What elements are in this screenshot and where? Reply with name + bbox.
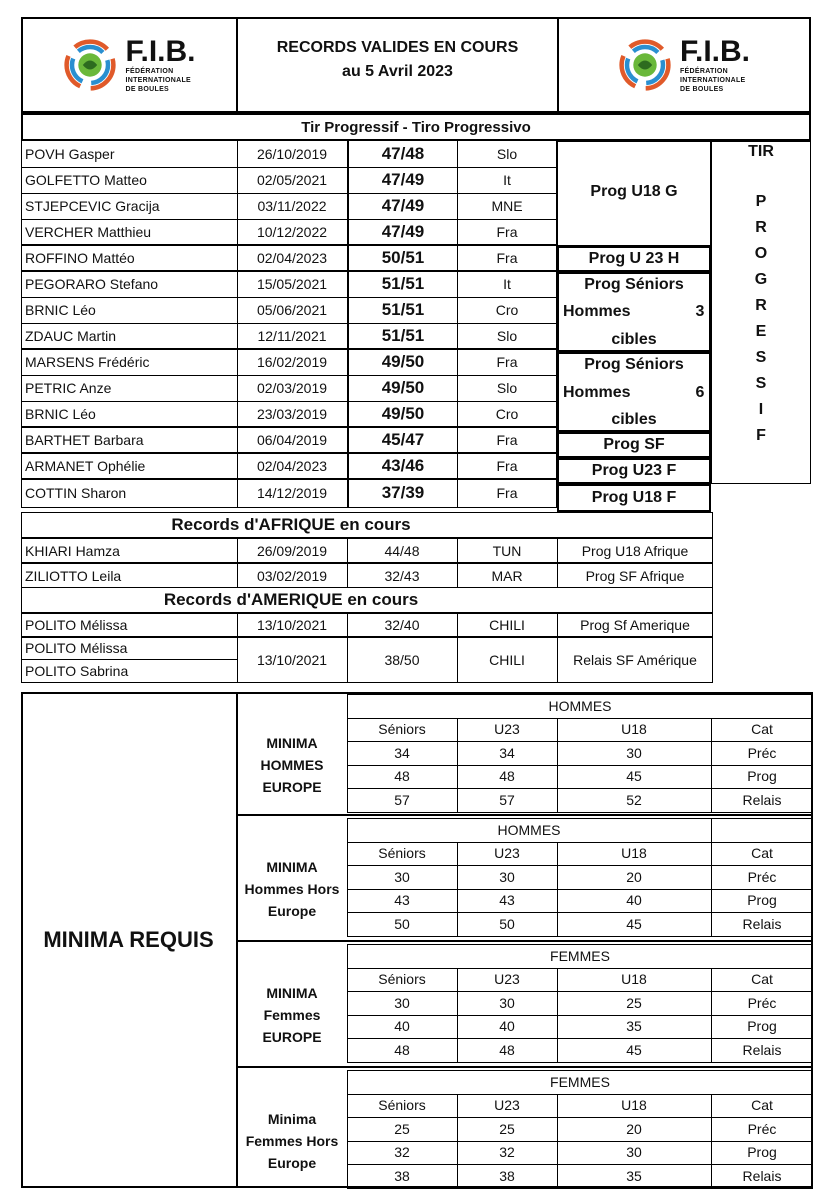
vertical-letter: S — [755, 349, 767, 366]
record-score: 37/39 — [381, 483, 425, 502]
record-country: MAR — [491, 567, 523, 584]
athlete-name: BRNIC Léo — [25, 406, 96, 422]
category-label: 6 — [695, 384, 705, 401]
athlete-name: POLITO Mélissa — [25, 640, 128, 656]
category-label: Prog U18 F — [591, 489, 677, 506]
record-date: 02/04/2023 — [256, 250, 328, 266]
minima-col-header: U23 — [494, 721, 520, 738]
vertical-letter: E — [755, 323, 767, 340]
vertical-letter: F — [756, 427, 766, 444]
minima-value: 34 — [499, 744, 515, 761]
category-label: Hommes — [563, 303, 631, 320]
record-score: 47/49 — [381, 222, 425, 241]
record-category: Prog SF Afrique — [585, 567, 685, 584]
minima-group: HOMMES — [548, 697, 612, 714]
category-label: Hommes — [563, 384, 631, 401]
minima-col-header: U18 — [621, 845, 647, 862]
record-score: 45/47 — [381, 430, 425, 449]
minima-value: Préc — [747, 744, 777, 761]
record-score: 49/50 — [381, 404, 425, 423]
minima-value: Prog — [747, 768, 777, 785]
minima-col-header: U23 — [494, 1097, 520, 1114]
minima-value: 48 — [499, 1041, 515, 1058]
record-score: 51/51 — [381, 274, 425, 293]
record-country: Cro — [495, 302, 519, 318]
record-score: 43/46 — [381, 456, 425, 475]
record-date: 16/02/2019 — [256, 354, 328, 370]
record-country: Fra — [496, 224, 518, 240]
record-score: 32/40 — [384, 617, 420, 633]
athlete-name: MARSENS Frédéric — [25, 354, 150, 370]
minima-value: 38 — [394, 1167, 410, 1184]
minima-col-header: Cat — [751, 721, 773, 738]
record-score: 51/51 — [381, 326, 425, 345]
vertical-label — [711, 141, 811, 484]
minima-block-label — [238, 1094, 346, 1188]
vertical-letter: O — [754, 245, 768, 262]
record-date: 12/11/2021 — [257, 328, 327, 344]
minima-value: Relais — [742, 915, 782, 932]
minima-group: FEMMES — [550, 947, 610, 964]
athlete-name: VERCHER Matthieu — [25, 224, 152, 240]
record-country: Slo — [496, 328, 518, 344]
block-divider — [236, 940, 813, 942]
vertical-letter: S — [755, 375, 767, 392]
row-divider — [347, 812, 813, 813]
vertical-letter: R — [755, 219, 767, 236]
athlete-name: POLITO Sabrina — [25, 663, 129, 679]
category-label: cibles — [611, 411, 657, 428]
minima-label-line: Hommes Hors — [244, 880, 340, 897]
vertical-letter: R — [755, 297, 767, 314]
minima-value: 40 — [499, 1018, 515, 1035]
block-divider — [236, 1066, 813, 1068]
minima-col-header: U18 — [621, 721, 647, 738]
record-country: CHILI — [489, 652, 525, 668]
record-date: 03/02/2019 — [256, 567, 328, 584]
record-country: Cro — [495, 406, 519, 422]
record-category: Prog Sf Amerique — [580, 617, 690, 633]
minima-value: 50 — [394, 915, 410, 932]
minima-value: 30 — [394, 868, 410, 885]
logo-sub-text: FÉDÉRATION — [679, 67, 728, 75]
minima-col-header: Séniors — [378, 845, 426, 862]
minima-value: Prog — [747, 1144, 777, 1161]
minima-title: MINIMA REQUIS — [43, 927, 214, 952]
category-label: Prog SF — [603, 436, 665, 453]
minima-col-header: Cat — [751, 845, 773, 862]
athlete-name: ZILIOTTO Leila — [25, 567, 122, 584]
athlete-name: ROFFINO Mattéo — [25, 250, 135, 266]
athlete-name: GOLFETTO Matteo — [25, 172, 147, 188]
minima-value: 32 — [394, 1144, 410, 1161]
minima-label-line: EUROPE — [262, 778, 322, 795]
record-country: CHILI — [489, 617, 525, 633]
logo-sub-text: INTERNATIONALE — [125, 76, 191, 84]
record-date: 06/04/2019 — [256, 432, 328, 448]
minima-value: 48 — [499, 768, 515, 785]
title-line-2: au 5 Avril 2023 — [342, 63, 453, 80]
record-country: MNE — [491, 198, 523, 214]
category-label: Prog U23 F — [591, 462, 677, 479]
minima-value: 57 — [394, 791, 410, 808]
minima-value: 38 — [499, 1167, 515, 1184]
record-country: Fra — [496, 485, 518, 501]
record-country: Fra — [496, 432, 518, 448]
minima-value: 25 — [499, 1120, 515, 1137]
minima-label-line: MINIMA — [266, 858, 318, 875]
minima-label-line: HOMMES — [260, 756, 324, 773]
record-score: 44/48 — [384, 542, 420, 559]
record-country: It — [503, 276, 511, 292]
minima-value: 25 — [626, 994, 642, 1011]
athlete-name: ZDAUC Martin — [25, 328, 117, 344]
record-date: 14/12/2019 — [256, 485, 328, 501]
minima-value: Prog — [747, 1018, 777, 1035]
minima-value: 30 — [626, 1144, 642, 1161]
row-divider — [347, 936, 813, 937]
category-label: Prog U 23 H — [588, 250, 680, 267]
minima-value: Relais — [742, 1041, 782, 1058]
logo-sub-text: FÉDÉRATION — [125, 67, 174, 75]
minima-value: 40 — [394, 1018, 410, 1035]
minima-value: 20 — [626, 1120, 642, 1137]
minima-value: 25 — [394, 1120, 410, 1137]
record-country: Fra — [496, 458, 518, 474]
minima-value: 30 — [499, 868, 515, 885]
category-label: Prog Séniors — [584, 356, 684, 373]
minima-label-line: Femmes — [263, 1006, 321, 1023]
minima-value: 57 — [499, 791, 515, 808]
minima-value: 20 — [626, 868, 642, 885]
record-country: It — [503, 172, 511, 188]
minima-col-header: Cat — [751, 1097, 773, 1114]
minima-value: Préc — [747, 994, 777, 1011]
record-score: 47/49 — [381, 170, 425, 189]
section-title: Tir Progressif - Tiro Progressivo — [301, 118, 531, 136]
record-country: Slo — [496, 380, 518, 396]
minima-value: 45 — [626, 768, 642, 785]
minima-col-header: Cat — [751, 971, 773, 988]
minima-value: Relais — [742, 1167, 782, 1184]
minima-value: 35 — [626, 1018, 642, 1035]
vertical-letter: TIR — [748, 143, 774, 160]
minima-value: 50 — [499, 915, 515, 932]
athlete-name: POVH Gasper — [25, 146, 115, 162]
minima-col-header: Séniors — [378, 1097, 426, 1114]
minima-value: 30 — [394, 994, 410, 1011]
minima-value: 45 — [626, 915, 642, 932]
america-title: Records d'AMERIQUE en cours — [163, 590, 419, 609]
minima-value: 48 — [394, 1041, 410, 1058]
block-divider — [236, 814, 813, 816]
record-date: 26/10/2019 — [256, 146, 328, 162]
col-divider — [711, 818, 712, 842]
minima-col-header: U18 — [621, 1097, 647, 1114]
minima-group: HOMMES — [497, 821, 561, 838]
athlete-name: KHIARI Hamza — [25, 542, 120, 559]
record-date: 10/12/2022 — [256, 224, 328, 240]
title-line-1: RECORDS VALIDES EN COURS — [276, 39, 519, 56]
record-country: Fra — [496, 354, 518, 370]
minima-value: 35 — [626, 1167, 642, 1184]
record-score: 32/43 — [384, 567, 420, 584]
record-date: 05/06/2021 — [256, 302, 328, 318]
athlete-name: STJEPCEVIC Gracija — [25, 198, 160, 214]
minima-col-header: Séniors — [378, 971, 426, 988]
minima-value: Relais — [742, 791, 782, 808]
vertical-letter: P — [755, 193, 767, 210]
logo-main-text: F.I.B. — [125, 34, 196, 68]
minima-block-label — [238, 968, 346, 1062]
vertical-letter: I — [758, 401, 764, 418]
minima-col-header: U23 — [494, 845, 520, 862]
vertical-letter: G — [754, 271, 768, 288]
record-category: Prog U18 Afrique — [581, 542, 689, 559]
category-label: Prog Séniors — [584, 276, 684, 293]
record-category: Relais SF Amérique — [573, 652, 697, 668]
minima-value: Préc — [747, 868, 777, 885]
record-score: 49/50 — [381, 378, 425, 397]
record-date: 26/09/2019 — [256, 542, 328, 559]
minima-col-header: U23 — [494, 971, 520, 988]
athlete-name: BRNIC Léo — [25, 302, 96, 318]
minima-group: FEMMES — [550, 1073, 610, 1090]
minima-label-line: Minima — [267, 1110, 317, 1127]
record-date: 13/10/2021 — [256, 652, 328, 668]
minima-block-label — [238, 718, 346, 812]
minima-label-line: EUROPE — [262, 1028, 322, 1045]
record-country: Fra — [496, 250, 518, 266]
minima-value: 30 — [499, 994, 515, 1011]
athlete-name: PEGORARO Stefano — [25, 276, 159, 292]
minima-value: 48 — [394, 768, 410, 785]
logo-sub-text: INTERNATIONALE — [679, 76, 746, 84]
record-score: 47/48 — [381, 144, 425, 163]
fib-logo-left — [23, 19, 236, 111]
minima-value: 43 — [499, 892, 515, 909]
record-score: 38/50 — [384, 652, 420, 668]
logo-sub-text: DE BOULES — [679, 85, 724, 93]
record-date: 23/03/2019 — [256, 406, 328, 422]
record-score: 47/49 — [381, 196, 425, 215]
row-divider — [347, 1188, 813, 1189]
category-label: cibles — [611, 331, 657, 348]
minima-value: 43 — [394, 892, 410, 909]
minima-value: Préc — [747, 1120, 777, 1137]
fib-emblem-icon — [618, 38, 672, 92]
minima-value: 45 — [626, 1041, 642, 1058]
record-date: 03/11/2022 — [257, 198, 327, 214]
athlete-name: POLITO Mélissa — [25, 617, 128, 633]
row-divider — [347, 1062, 813, 1063]
athlete-name: ARMANET Ophélie — [25, 458, 146, 474]
minima-label-line: MINIMA — [266, 984, 318, 1001]
record-date: 02/04/2023 — [256, 458, 328, 474]
fib-logo-right — [559, 19, 809, 111]
minima-label-line: MINIMA — [266, 734, 318, 751]
minima-value: Prog — [747, 892, 777, 909]
record-country: Slo — [496, 146, 518, 162]
record-date: 02/05/2021 — [256, 172, 328, 188]
minima-col-header: U18 — [621, 971, 647, 988]
athlete-name: COTTIN Sharon — [25, 485, 127, 501]
category-label: 3 — [695, 303, 705, 320]
minima-value: 34 — [394, 744, 410, 761]
header-title — [238, 36, 557, 84]
logo-main-text: F.I.B. — [679, 34, 750, 68]
athlete-name: PETRIC Anze — [25, 380, 112, 396]
record-date: 15/05/2021 — [256, 276, 328, 292]
minima-block-label — [238, 842, 346, 936]
minima-value: 30 — [626, 744, 642, 761]
category-label: Prog U18 G — [590, 183, 678, 200]
record-score: 49/50 — [381, 352, 425, 371]
minima-col-header: Séniors — [378, 721, 426, 738]
record-date: 13/10/2021 — [256, 617, 328, 633]
minima-value: 40 — [626, 892, 642, 909]
record-country: TUN — [492, 542, 522, 559]
minima-label-line: Europe — [267, 1154, 317, 1171]
minima-value: 32 — [499, 1144, 515, 1161]
minima-value: 52 — [626, 791, 642, 808]
record-score: 50/51 — [381, 248, 425, 267]
logo-sub-text: DE BOULES — [125, 85, 170, 93]
record-date: 02/03/2019 — [256, 380, 328, 396]
record-score: 51/51 — [381, 300, 425, 319]
africa-title: Records d'AFRIQUE en cours — [171, 515, 411, 534]
minima-label-line: Femmes Hors — [245, 1132, 339, 1149]
minima-label-line: Europe — [267, 902, 317, 919]
athlete-name: BARTHET Barbara — [25, 432, 144, 448]
fib-emblem-icon — [63, 38, 117, 92]
